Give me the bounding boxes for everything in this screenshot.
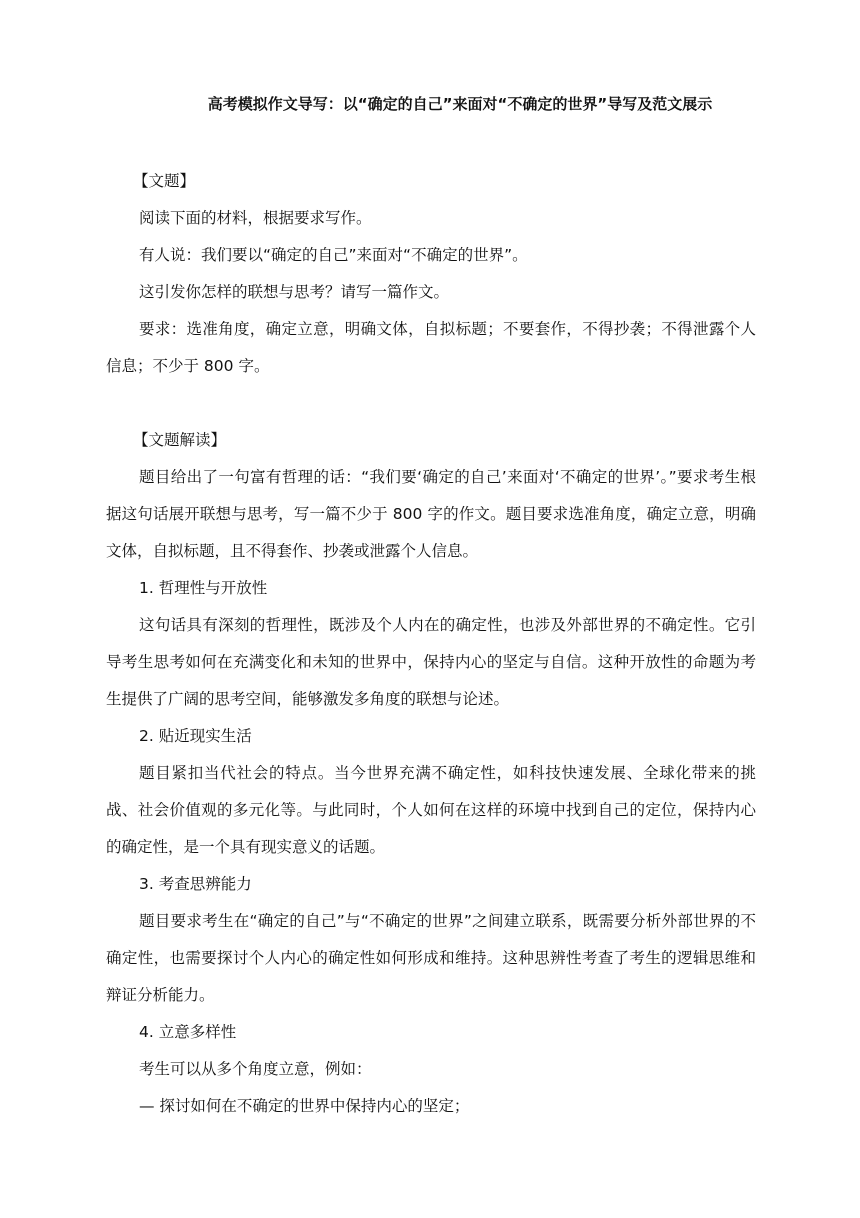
document-title: 高考模拟作文导写：以“确定的自己”来面对“不确定的世界”导写及范文展示 [207, 95, 713, 113]
topic-requirements: 要求：选准角度，确定立意，明确文体，自拟标题；不要套作，不得抄袭；不得泄露个人信息；不少于 800 字。 [106, 320, 756, 375]
point-heading-4: 4. 立意多样性 [139, 1023, 237, 1041]
list-item: — 探讨如何在不确定的世界中保持内心的坚定； [139, 1097, 470, 1115]
topic-heading: 【文题】 [133, 172, 196, 190]
interpretation-intro: 题目给出了一句富有哲理的话：“我们要‘确定的自己’来面对‘不确定的世界’。”要求考生根据这句话展开联想与思考，写一篇不少于 800 字的作文。题目要求选准角度，确定立意，明确文体，自拟标题，且不得套作、抄袭或泄露个人信息。 [106, 468, 756, 560]
point-heading-1: 1. 哲理性与开放性 [139, 579, 268, 597]
topic-line-3: 这引发你怎样的联想与思考？请写一篇作文。 [139, 283, 450, 301]
document-body [106, 163, 756, 1125]
section-spacer [106, 385, 756, 422]
topic-line-2: 有人说：我们要以“确定的自己”来面对“不确定的世界”。 [139, 246, 528, 264]
interpretation-heading: 【文题解读】 [133, 431, 227, 449]
point-text-4: 考生可以从多个角度立意，例如： [139, 1060, 372, 1078]
point-text-1: 这句话具有深刻的哲理性，既涉及个人内在的确定性，也涉及外部世界的不确定性。它引导考生思考如何在充满变化和未知的世界中，保持内心的坚定与自信。这种开放性的命题为考生提供了广阔的思考空间，能够激发多角度的联想与论述。 [106, 616, 756, 708]
point-heading-2: 2. 贴近现实生活 [139, 727, 252, 745]
topic-line-1: 阅读下面的材料，根据要求写作。 [139, 209, 372, 227]
point-heading-3: 3. 考查思辨能力 [139, 875, 252, 893]
point-text-2: 题目紧扣当代社会的特点。当今世界充满不确定性，如科技快速发展、全球化带来的挑战、社会价值观的多元化等。与此同时，个人如何在这样的环境中找到自己的定位，保持内心的确定性，是一个具有现实意义的话题。 [106, 764, 756, 856]
point-text-3: 题目要求考生在“确定的自己”与“不确定的世界”之间建立联系，既需要分析外部世界的不确定性，也需要探讨个人内心的确定性如何形成和维持。这种思辨性考查了考生的逻辑思维和辩证分析能力。 [106, 912, 756, 1004]
